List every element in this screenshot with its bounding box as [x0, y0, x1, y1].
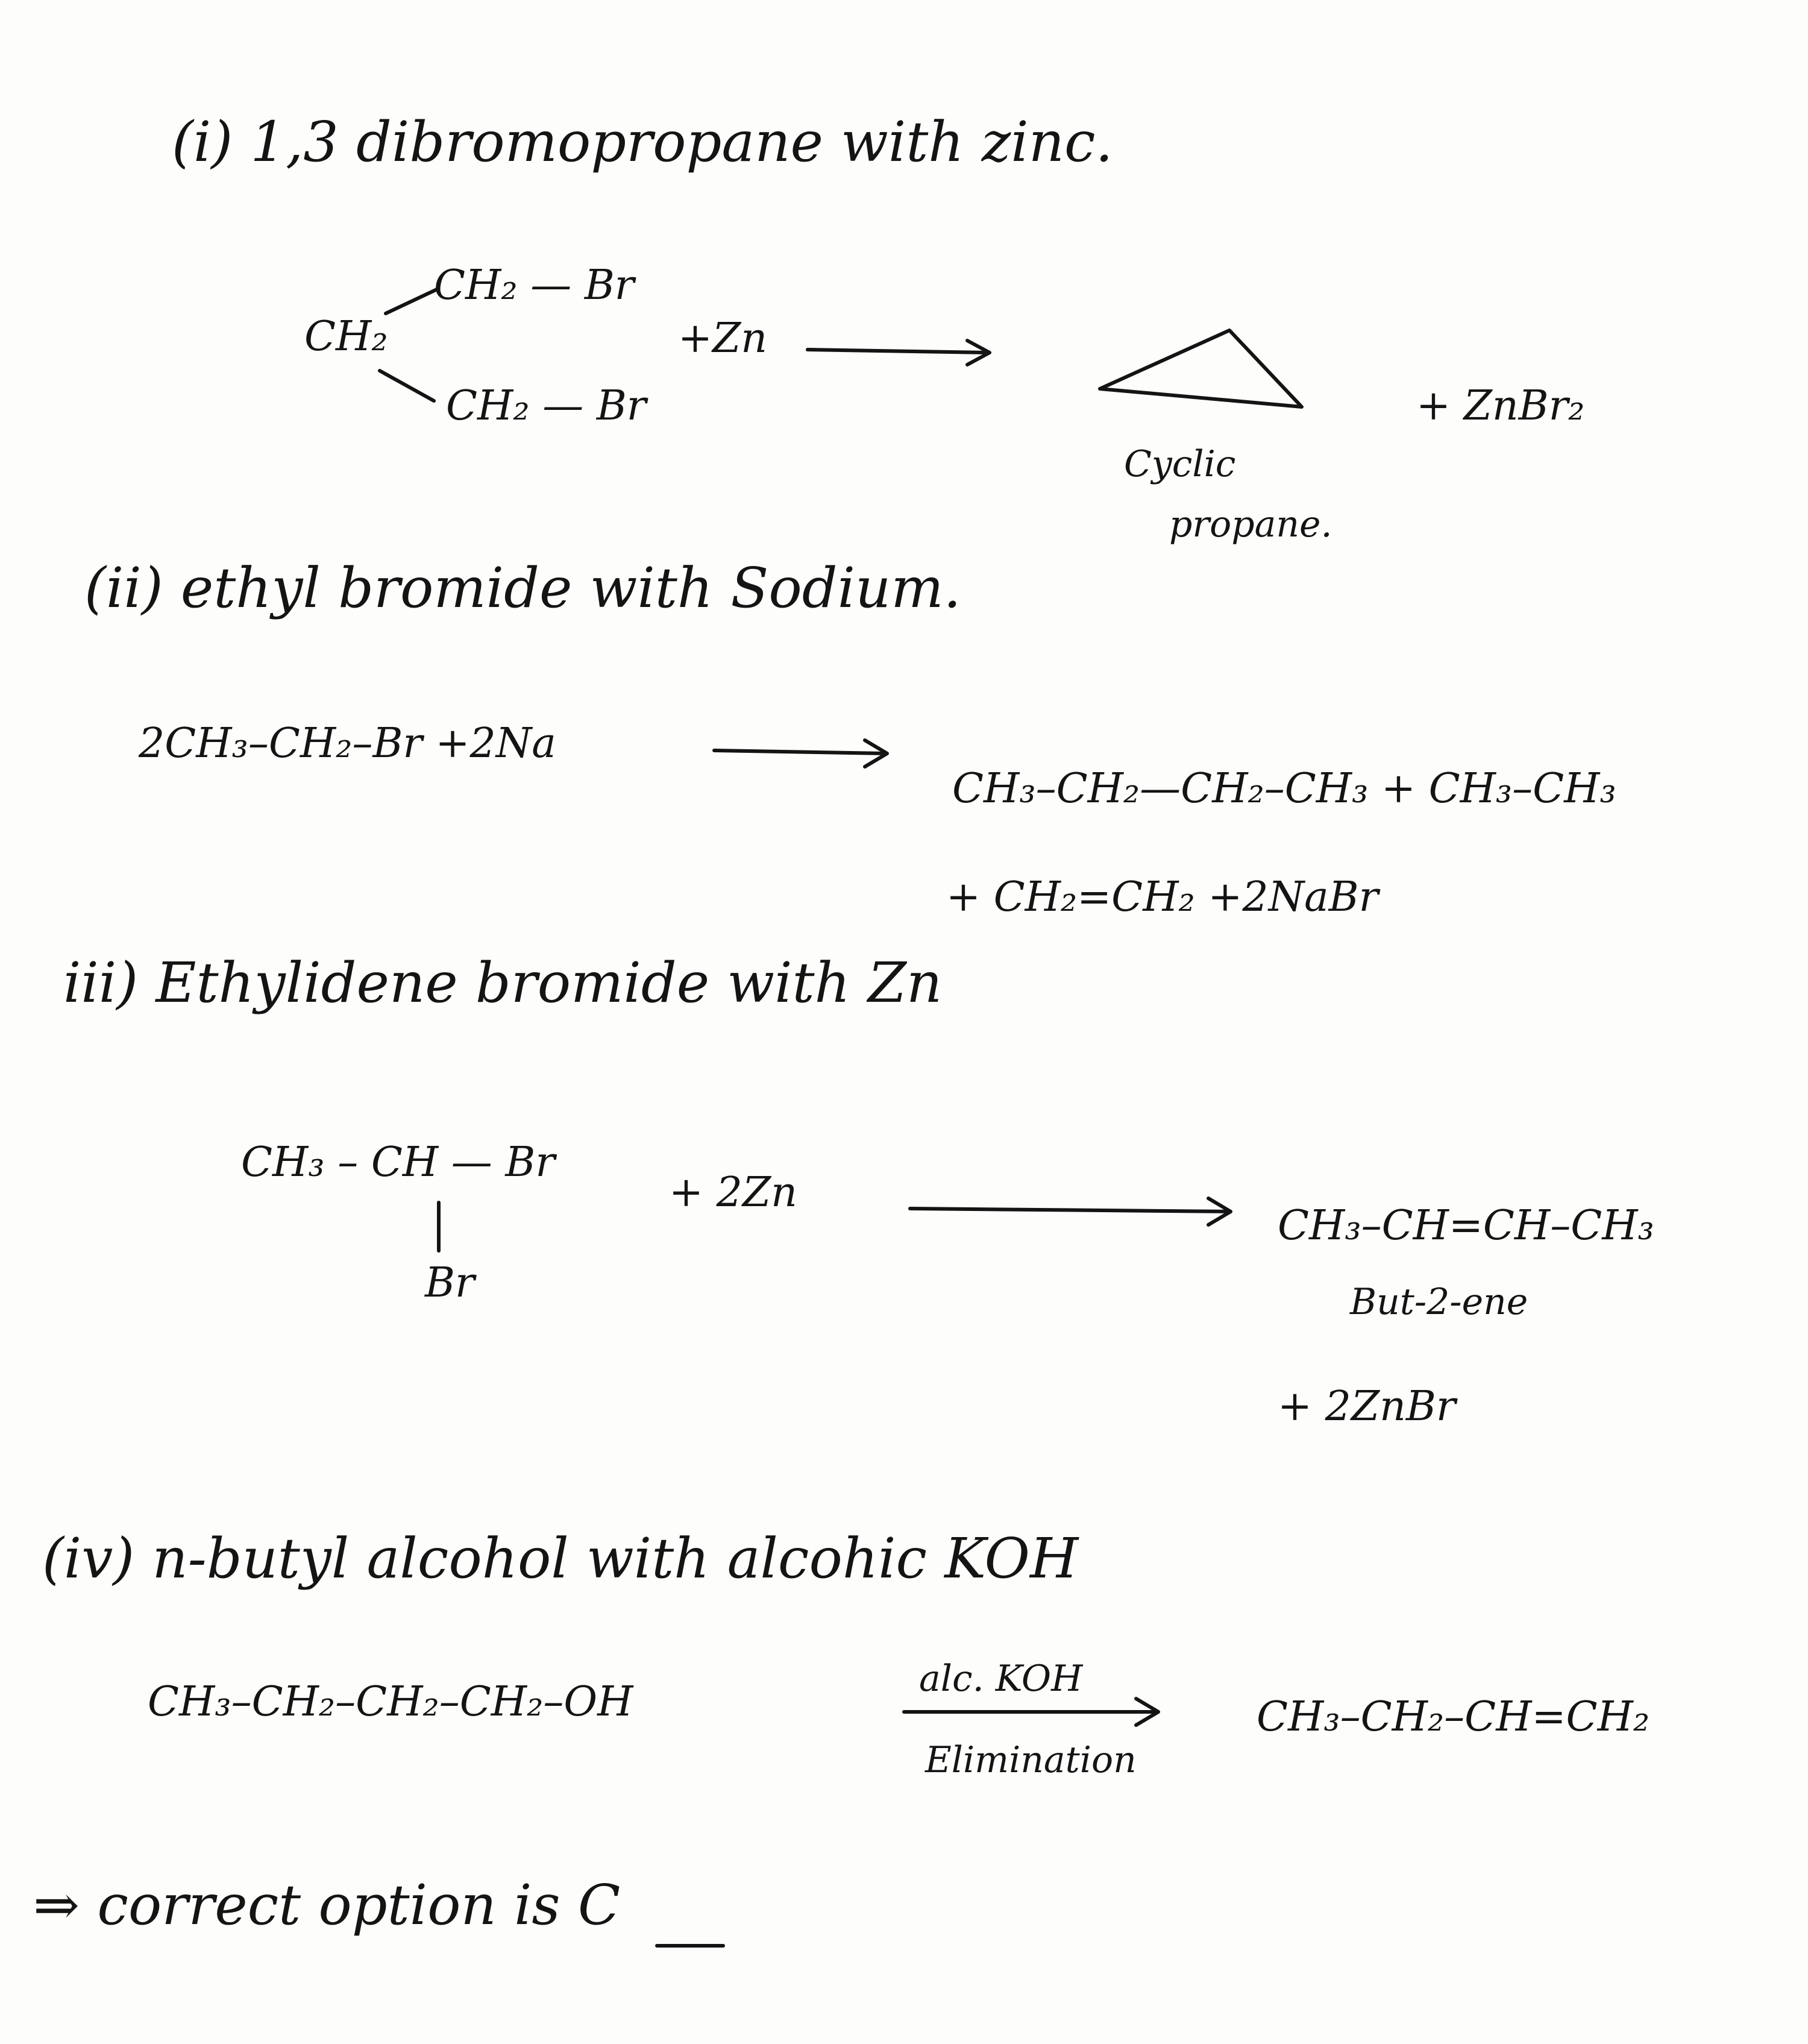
arrow-part-iii	[910, 1209, 1229, 1212]
part-iv-product: CH₃–CH₂–CH=CH₂	[1257, 1693, 1650, 1741]
part-iv-arrow-bottom-label: Elimination	[925, 1739, 1137, 1781]
part-iv-heading: (iv) n-butyl alcohol with alcohic KOH	[42, 1526, 1079, 1591]
arrow-part-i	[808, 350, 988, 353]
reactant-ch2-top: CH₂ — Br	[434, 262, 635, 309]
arrowhead-part-i	[967, 341, 990, 365]
reactant-ch2-center: CH₂	[304, 313, 388, 360]
part-iv-arrow-top-label: alc. KOH	[919, 1658, 1083, 1700]
part-iii-reagent: + 2Zn	[669, 1169, 797, 1216]
bond-upper	[386, 289, 437, 313]
conclusion-text: ⇒ correct option is C	[33, 1873, 621, 1937]
part-iii-heading: iii) Ethylidene bromide with Zn	[63, 951, 943, 1015]
product-label-propane: propane.	[1169, 503, 1332, 546]
arrow-part-ii	[714, 750, 886, 753]
bond-lower	[380, 371, 434, 401]
cyclopropane-triangle	[1100, 330, 1302, 407]
part-ii-heading: (ii) ethyl bromide with Sodium.	[84, 556, 961, 620]
part-iii-reactant-branch: Br	[425, 1259, 475, 1307]
part-iv-reactant: CH₃–CH₂–CH₂–CH₂–OH	[148, 1678, 633, 1726]
part-ii-reactant: 2CH₃–CH₂–Br +2Na	[139, 720, 556, 767]
byproduct-znbr2: + ZnBr₂	[1416, 382, 1585, 430]
reactant-ch2-bottom: CH₂ — Br	[446, 382, 647, 430]
arrowhead-part-iii	[1208, 1198, 1231, 1225]
arrowhead-part-ii	[865, 740, 887, 767]
part-iii-product: CH₃–CH=CH–CH₃	[1278, 1202, 1654, 1250]
part-i-heading: (i) 1,3 dibromopropane with zinc.	[172, 110, 1113, 174]
part-iii-byproduct: + 2ZnBr	[1278, 1383, 1456, 1430]
reagent-zinc: +Zn	[678, 315, 768, 362]
part-ii-products-line1: CH₃–CH₂—CH₂–CH₃ + CH₃–CH₃	[952, 765, 1616, 813]
product-label-cyclic: Cyclic	[1124, 443, 1236, 485]
part-iii-product-name: But-2-ene	[1350, 1281, 1528, 1323]
part-ii-products-line2: + CH₂=CH₂ +2NaBr	[946, 873, 1379, 921]
part-iii-reactant: CH₃ – CH — Br	[241, 1139, 555, 1186]
arrowhead-part-iv	[1136, 1699, 1158, 1725]
